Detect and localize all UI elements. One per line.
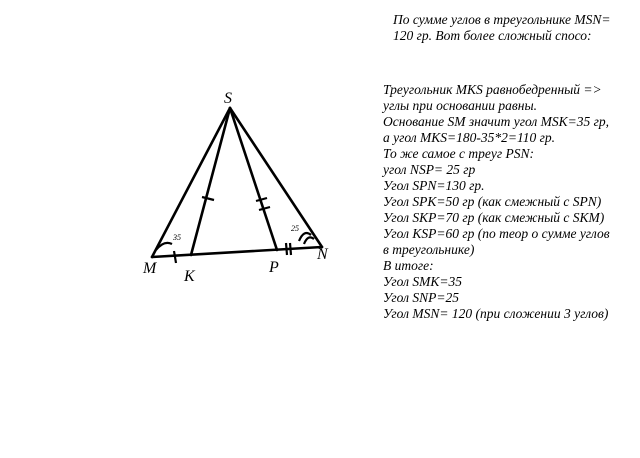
tick-mark-PN-1 (286, 243, 287, 255)
side-SN (230, 108, 322, 247)
point-label-N: N (317, 246, 328, 263)
solution-line: То же самое с треуг PSN: (383, 146, 535, 161)
point-label-P: P (269, 259, 279, 276)
point-label-M: M (143, 260, 157, 277)
intro-line: 120 гр. Вот более сложный спосо: (393, 28, 592, 43)
solution-line: Угол SPK=50 гр (как смежный с SPN) (383, 194, 602, 209)
solution-line: Угол SMK=35 (383, 274, 462, 289)
intro-line: По сумме углов в треугольнике MSN= (393, 12, 611, 27)
angle-label-M: 35 (173, 233, 181, 242)
solution-line: в треугольнике) (383, 242, 475, 257)
segment-SK (191, 108, 230, 255)
side-SM (152, 108, 230, 257)
tick-mark-SP-2 (259, 207, 270, 210)
tick-mark-PN-2 (290, 243, 291, 255)
point-label-S: S (224, 90, 232, 107)
solution-line: Угол MSN= 120 (при сложении 3 углов) (383, 306, 609, 321)
solution-line: Треугольник MKS равнобедренный => (383, 82, 602, 97)
solution-line: Угол SPN=130 гр. (383, 178, 485, 193)
solution-line: Угол SKP=70 гр (как смежный с SKM) (383, 210, 605, 225)
solution-line: угол NSP= 25 гр (383, 162, 476, 177)
angle-label-N: 25 (291, 224, 299, 233)
angle-arc-N-inner (304, 237, 314, 244)
segment-SP (230, 108, 277, 250)
solution-line: Угол KSP=60 гр (по теор о сумме углов (383, 226, 610, 241)
solution-line: а угол MKS=180-35*2=110 гр. (383, 130, 556, 145)
solution-line: Угол SNP=25 (383, 290, 459, 305)
base-MN (152, 247, 322, 257)
solution-line: Основание SM значит угол MSK=35 гр, (383, 114, 610, 129)
tick-mark-SK (202, 197, 214, 200)
tick-mark-MK (174, 251, 176, 263)
solution-line: углы при основании равны. (383, 98, 537, 113)
tick-mark-SP-1 (256, 198, 267, 201)
solution-line: В итоге: (383, 258, 434, 273)
point-label-K: K (184, 268, 195, 285)
